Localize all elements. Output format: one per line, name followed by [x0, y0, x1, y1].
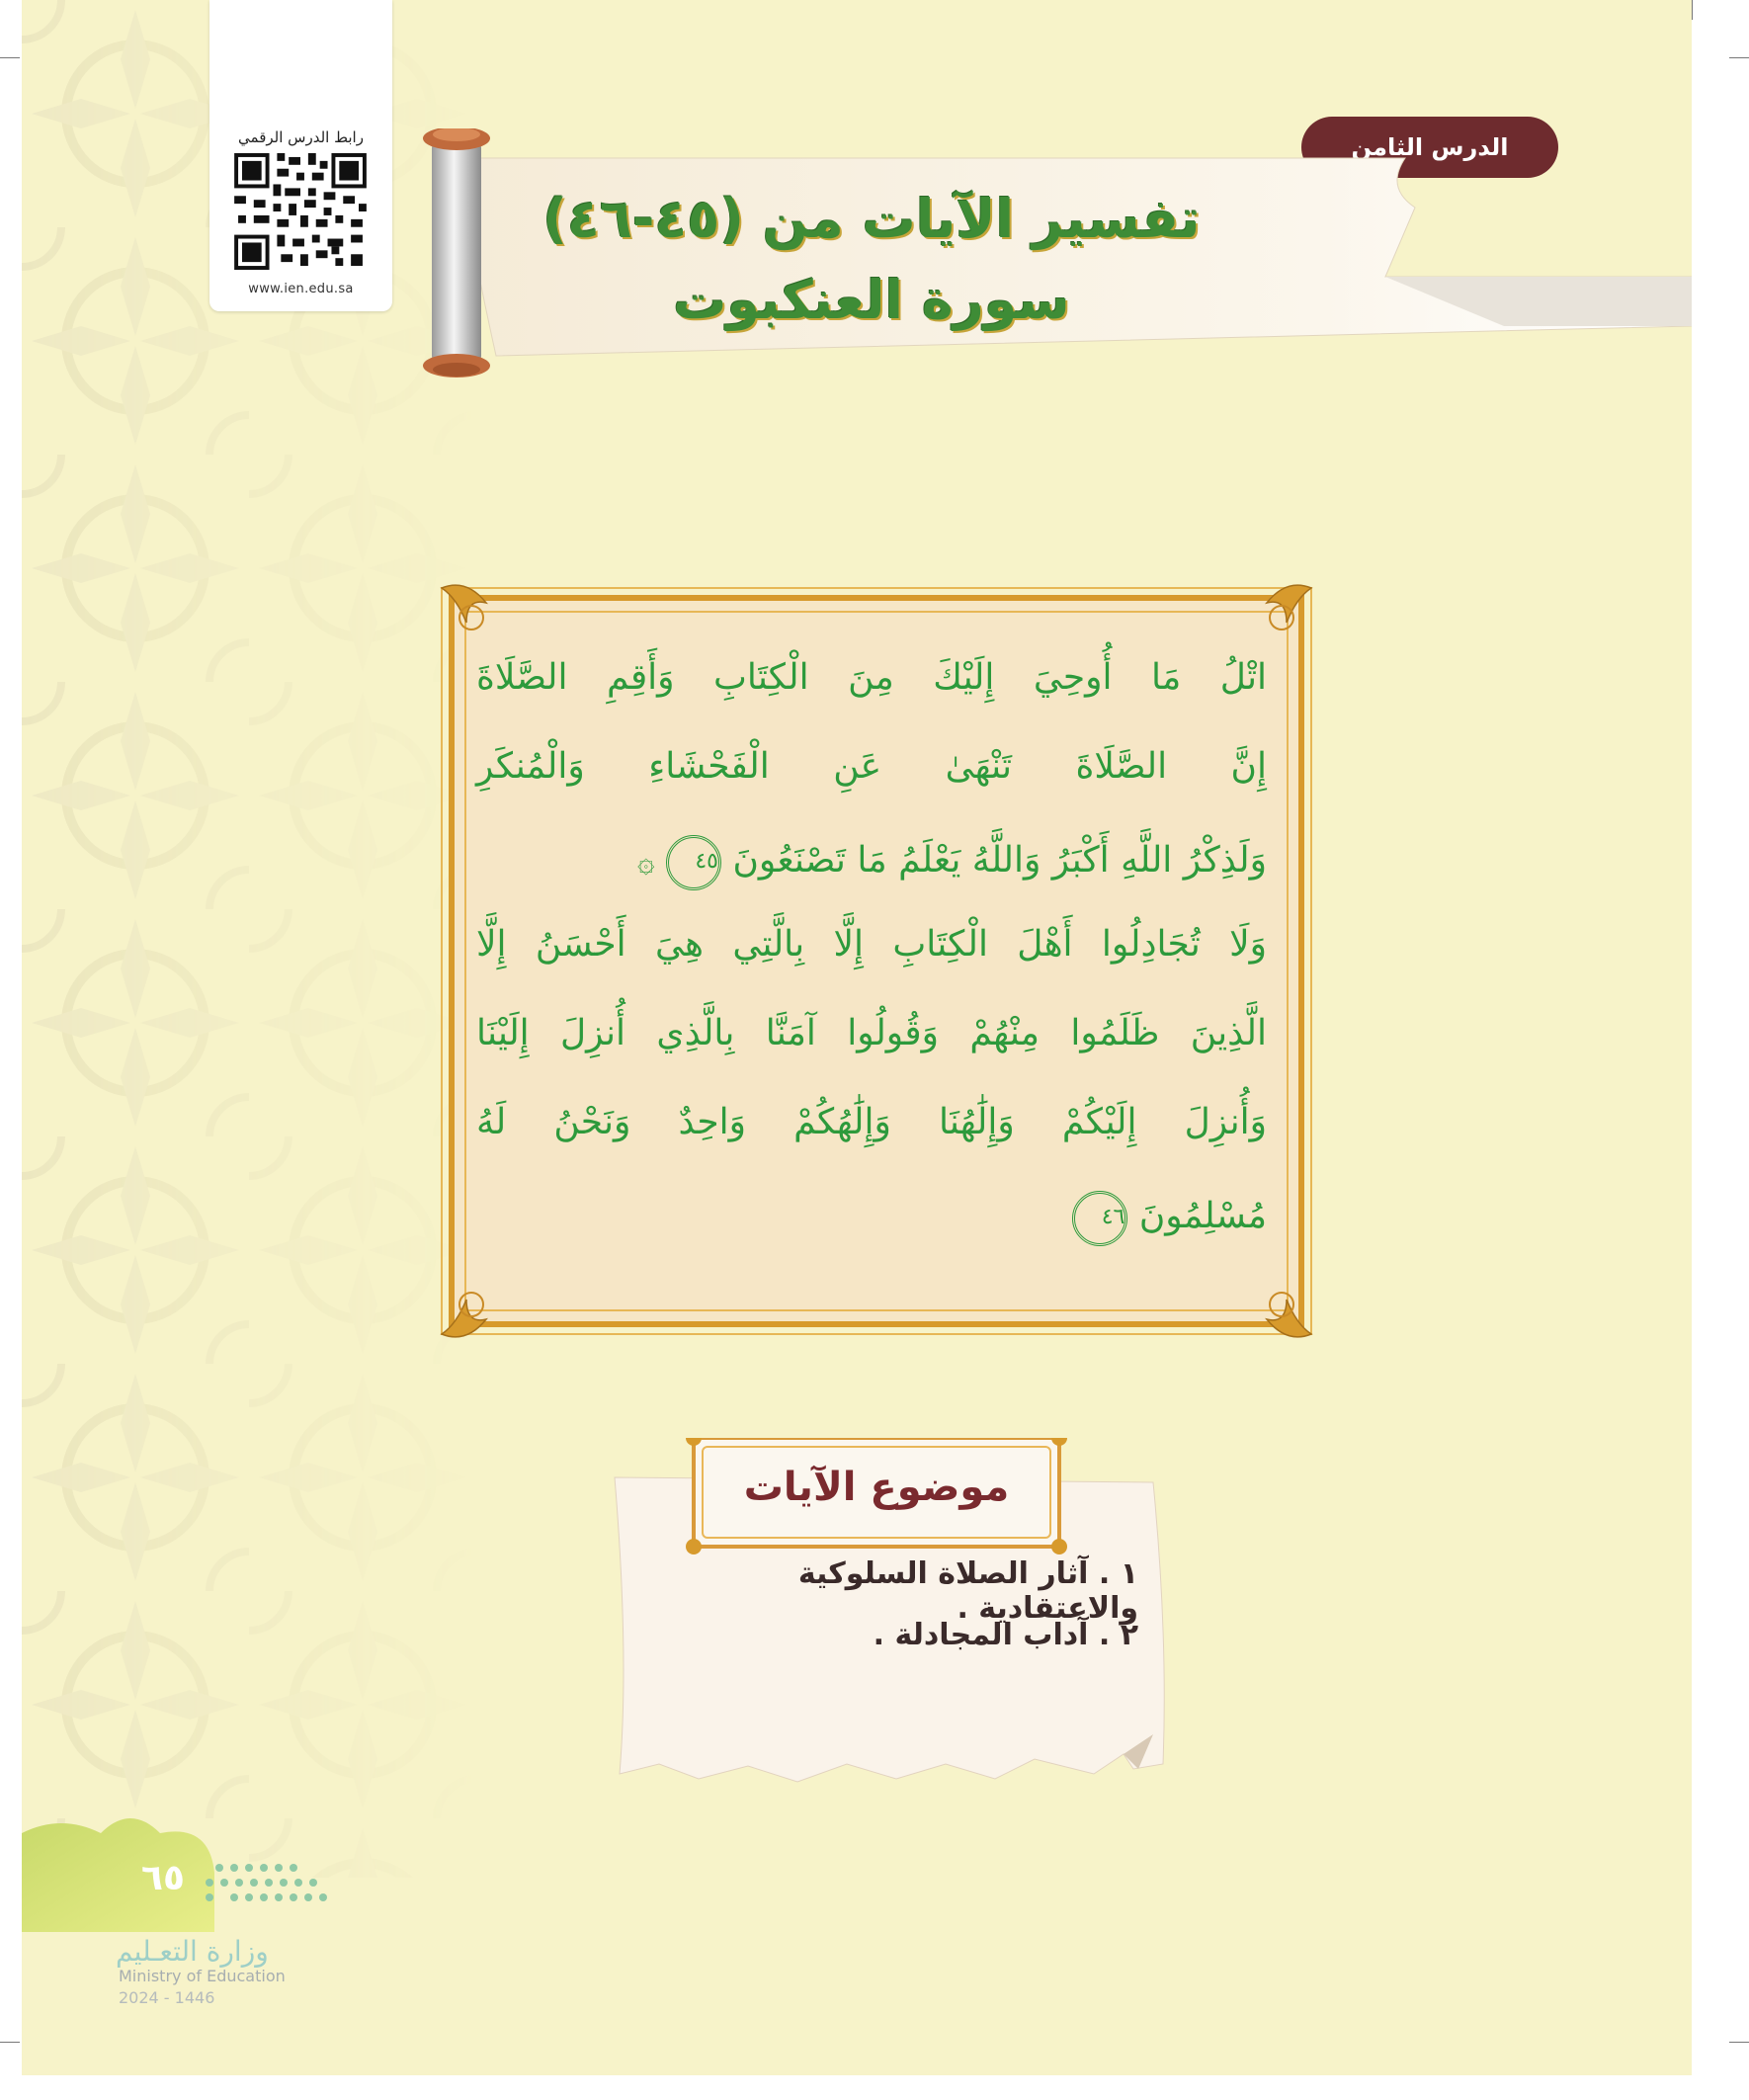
qr-url[interactable]: www.ien.edu.sa: [248, 282, 354, 296]
verse-line: وَلَا تُجَادِلُوا أَهْلَ الْكِتَابِ إِلَّا بِالَّتِي هِيَ أَحْسَنُ إِلَّا: [476, 924, 1267, 965]
verse-line: [476, 1191, 1267, 1250]
verse-line: اتْلُ مَا أُوحِيَ إِلَيْكَ مِنَ الْكِتَابِ وَأَقِمِ الصَّلَاةَ: [476, 657, 1267, 698]
crop-mark: [0, 2042, 20, 2043]
verse-line: الَّذِينَ ظَلَمُوا مِنْهُمْ وَقُولُوا آمَنَّا بِالَّذِي أُنزِلَ إِلَيْنَا: [476, 1013, 1267, 1053]
verse-line: إِنَّ الصَّلَاةَ تَنْهَىٰ عَنِ الْفَحْشَاءِ وَالْمُنكَرِ: [476, 746, 1267, 787]
verse-line: وَأُنزِلَ إِلَيْكُمْ وَإِلَٰهُنَا وَإِلَٰهُكُمْ وَاحِدٌ وَنَحْنُ لَهُ: [476, 1102, 1267, 1142]
page-number: ٦٥: [141, 1858, 185, 1898]
qr-label: رابط الدرس الرقمي: [238, 128, 364, 146]
crop-mark: [0, 57, 20, 58]
ayah-number-badge: ٤٦: [1072, 1191, 1127, 1246]
page-subtitle: سورة العنكبوت: [673, 269, 1070, 331]
page-title: تفسير الآيات من (٤٥-٤٦): [542, 188, 1201, 250]
crop-mark: [1729, 57, 1749, 58]
crop-mark: [1692, 0, 1693, 20]
title-scroll-banner: [417, 128, 1692, 385]
verse-text: مُسْلِمُونَ: [1138, 1196, 1267, 1236]
lesson-badge: الدرس الثامن: [1301, 117, 1558, 178]
topic-title: موضوع الآيات: [743, 1465, 1010, 1510]
ministry-logo-arabic: وزارة التعـليم: [116, 1935, 269, 1968]
qr-card[interactable]: [209, 0, 392, 311]
ministry-logo-english: Ministry of Education: [119, 1967, 286, 1985]
crop-mark: [1729, 2042, 1749, 2043]
quran-verses: [476, 657, 1267, 1300]
topic-item: ١ . آثار الصلاة السلوكية والاعتقادية .: [797, 1556, 1138, 1626]
ornament-pattern-icon: [22, 0, 476, 2075]
edition-year: 2024 - 1446: [119, 1988, 215, 2007]
verse-star-icon: ۞: [636, 845, 655, 880]
verse-text: وَلَذِكْرُ اللَّهِ أَكْبَرُ وَاللَّهُ يَعْلَمُ مَا تَصْنَعُونَ: [732, 840, 1267, 881]
qr-code-icon[interactable]: [233, 153, 368, 270]
book-page: [22, 0, 1692, 2075]
topic-item: ٢ . آداب المجادلة .: [873, 1618, 1138, 1652]
ayah-number-badge: ٤٥: [666, 835, 721, 890]
verse-line: [476, 835, 1267, 894]
